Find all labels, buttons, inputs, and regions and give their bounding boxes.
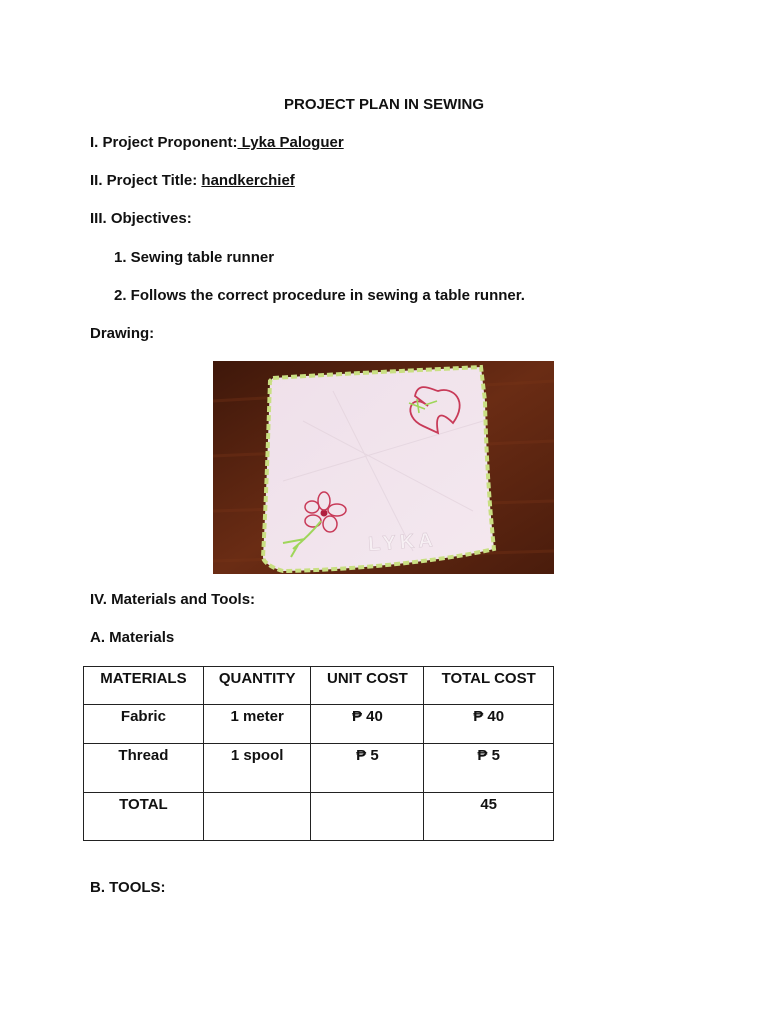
objective-item: 2. Follows the correct procedure in sewing a table runner.: [114, 287, 525, 304]
header-unit-cost: UNIT COST: [311, 667, 424, 705]
project-title-line: [90, 172, 295, 189]
table-total-row: [84, 793, 554, 841]
table-cell: ₱ 40: [311, 705, 424, 744]
project-title-value: handkerchief: [201, 172, 295, 189]
table-cell: Thread: [84, 744, 204, 793]
header-quantity: QUANTITY: [203, 667, 311, 705]
header-total-cost: TOTAL COST: [424, 667, 554, 705]
proponent-label: I. Project Proponent:: [90, 134, 238, 151]
table-cell: TOTAL: [84, 793, 204, 841]
table-cell: Fabric: [84, 705, 204, 744]
materials-subheading: [90, 629, 174, 646]
materials-subheading-text: A. Materials: [90, 629, 175, 646]
lyka-embroidery: LYKA: [367, 528, 438, 556]
proponent-line: [90, 134, 344, 151]
objective-item: 1. Sewing table runner: [114, 249, 275, 266]
table-cell: 45: [424, 793, 554, 841]
objectives-heading: III. Objectives:: [90, 210, 192, 227]
materials-tools-heading: IV. Materials and Tools:: [90, 591, 256, 608]
table-cell: [203, 793, 311, 841]
table-cell: ₱ 40: [424, 705, 554, 744]
table-row: [84, 744, 554, 793]
handkerchief-photo: [213, 361, 554, 574]
table-row: [84, 705, 554, 744]
proponent-name: Lyka Paloguer: [237, 134, 344, 151]
table-cell: 1 meter: [203, 705, 311, 744]
table-cell: [311, 793, 424, 841]
materials-table: [83, 666, 554, 841]
table-cell: 1 spool: [203, 744, 311, 793]
table-cell: ₱ 5: [424, 744, 554, 793]
project-title-label: II. Project Title:: [90, 172, 202, 189]
header-materials: MATERIALS: [84, 667, 204, 705]
tools-heading: B. TOOLS:: [90, 879, 166, 896]
drawing-label: Drawing:: [90, 325, 155, 342]
table-cell: ₱ 5: [311, 744, 424, 793]
page-title: PROJECT PLAN IN SEWING: [283, 96, 485, 113]
table-header-row: [84, 667, 554, 705]
